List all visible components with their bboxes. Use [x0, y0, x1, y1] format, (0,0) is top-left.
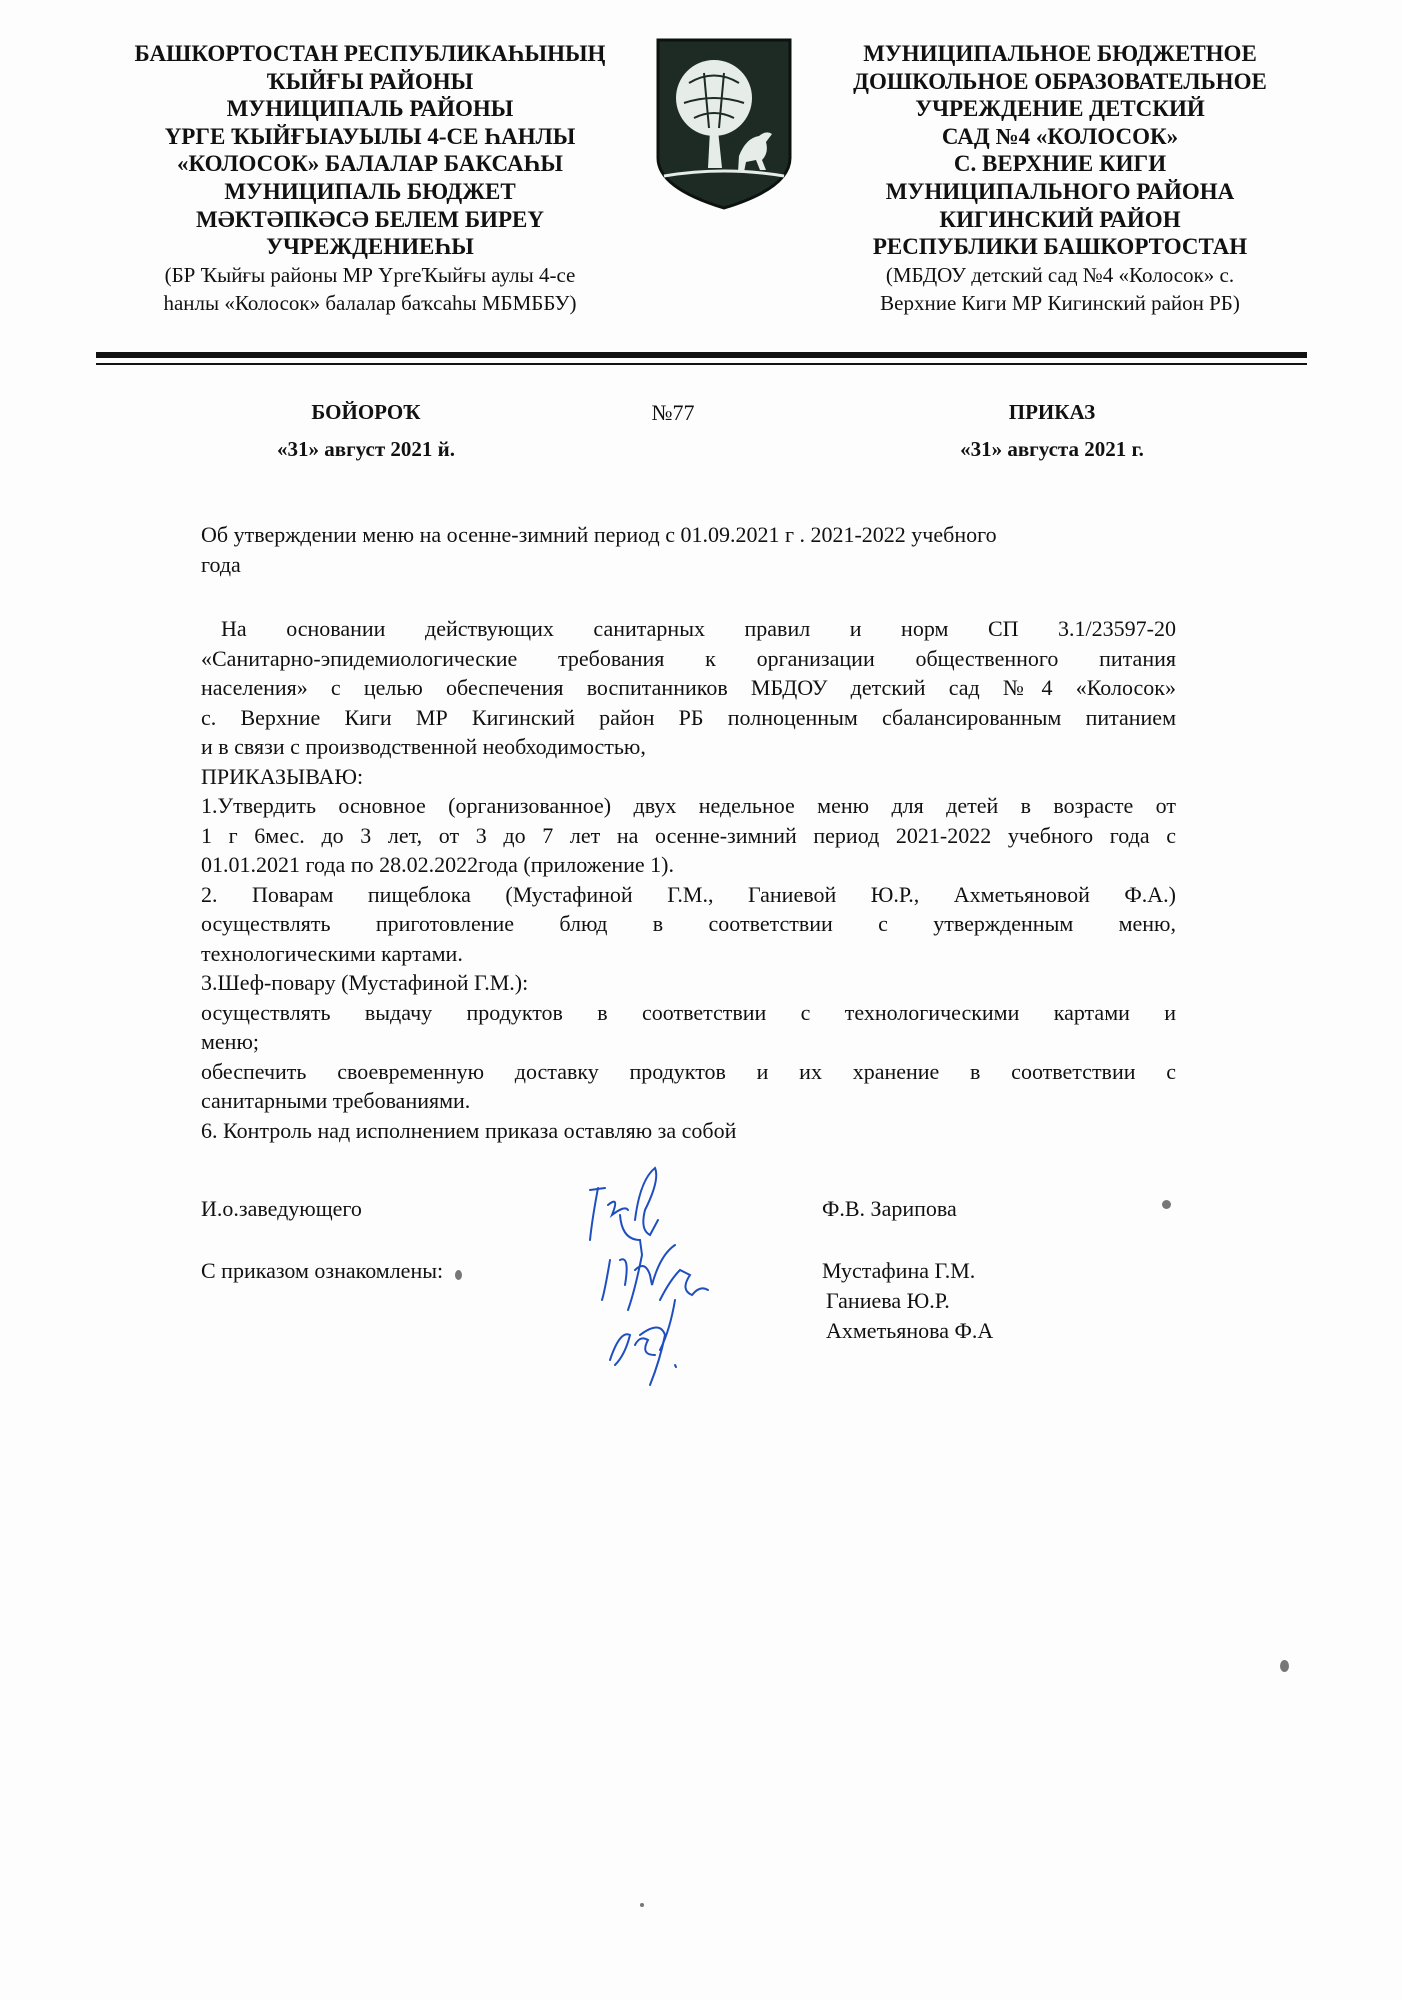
- item-6-line: 6. Контроль над исполнением приказа оставляю за собой: [201, 1117, 737, 1143]
- order-title-russian: ПРИКАЗ: [1008, 400, 1096, 424]
- preamble-line: населения» с целью обеспечения воспитанников МБДОУ детский сад №4 «Колосок»: [201, 675, 1176, 700]
- item-1-line: 1.Утвердить основное (организованное) двух недельное меню для детей в возрасте от: [201, 793, 1176, 818]
- item-3-line: 3.Шеф-повару (Мустафиной Г.М.):: [201, 970, 529, 995]
- item-1-line: 1 г 6мес. до 3 лет, от 3 до 7 лет на осенне-зимний период 2021-2022 учебного года с: [201, 822, 1176, 848]
- header-russian: [800, 40, 1320, 317]
- item-3-line: обеспечить своевременную доставку продуктов и их хранение в соответствии с: [201, 1058, 1176, 1084]
- acquainted-name: Мустафина Г.М.: [822, 1258, 976, 1283]
- item-3-line: санитарными требованиями.: [201, 1088, 471, 1113]
- handwritten-signatures: [580, 1160, 750, 1390]
- preamble-line: На основании действующих санитарных правил и норм СП 3.1/23597-20: [221, 616, 1176, 641]
- item-3-line: меню;: [201, 1029, 260, 1054]
- coat-of-arms-emblem: [654, 38, 794, 210]
- order-date-bashkir: «31» август 2021 й.: [277, 437, 455, 461]
- header-line: САД №4 «КОЛОСОК»: [941, 123, 1179, 149]
- header-sub: Верхние Киги МР Кигинский район РБ): [880, 290, 1240, 315]
- order-word: ПРИКАЗЫВАЮ:: [201, 763, 364, 789]
- signatory-role: И.о.заведующего: [201, 1196, 362, 1221]
- header-line: МӘКТӘПКӘСӘ БЕЛЕМ БИРЕҮ: [196, 206, 544, 232]
- signatory-name: Ф.В. Зарипова: [822, 1196, 957, 1221]
- header-line: «КОЛОСОК» БАЛАЛАР БАКСАҺЫ: [176, 151, 564, 177]
- subject-line: года: [201, 551, 241, 577]
- order-subject: [201, 520, 1176, 579]
- header-line: ҮРГЕ ҠЫЙҒЫАУЫЛЫ 4-СЕ ҺАНЛЫ: [164, 123, 576, 149]
- scan-speck: [455, 1270, 462, 1280]
- header-line: КИГИНСКИЙ РАЙОН: [939, 206, 1181, 232]
- header-bashkir: [95, 40, 645, 317]
- header-line: УЧРЕЖДЕНИЕҺЫ: [266, 234, 474, 260]
- preamble-line: «Санитарно-эпидемиологические требования к организации общественного питания: [201, 645, 1176, 671]
- header-line: ДОШКОЛЬНОЕ ОБРАЗОВАТЕЛЬНОЕ: [853, 68, 1267, 94]
- item-2-line: технологическими картами.: [201, 940, 463, 966]
- header-divider-thin: [96, 363, 1307, 365]
- acquainted-name: Ахметьянова Ф.А: [826, 1318, 994, 1343]
- header-sub: (МБДОУ детский сад №4 «Колосок» с.: [885, 262, 1235, 287]
- scan-speck: [1162, 1200, 1171, 1209]
- header-line: РЕСПУБЛИКИ БАШКОРТОСТАН: [872, 234, 1248, 260]
- subject-line: Об утверждении меню на осенне-зимний период с 01.09.2021 г . 2021-2022 учебного: [201, 522, 997, 547]
- header-line: МУНИЦИПАЛЬНОЕ БЮДЖЕТНОЕ: [863, 41, 1257, 66]
- header-sub: һанлы «Колосок» балалар баҡсаһы МБМББУ): [163, 290, 577, 315]
- acquainted-label: С приказом ознакомлены:: [201, 1258, 444, 1283]
- header-line: С. ВЕРХНИЕ КИГИ: [953, 151, 1167, 177]
- scan-speck: [1280, 1660, 1289, 1672]
- item-1-line: 01.01.2021 года по 28.02.2022года (приложение 1).: [201, 852, 674, 877]
- order-title-bashkir: БОЙОРОҠ: [311, 400, 421, 424]
- order-date-russian: «31» августа 2021 г.: [960, 437, 1144, 461]
- preamble-line: и в связи с производственной необходимостью,: [201, 734, 646, 759]
- header-line: МУНИЦИПАЛЬНОГО РАЙОНА: [885, 178, 1235, 204]
- header-line: ҠЫЙҒЫ РАЙОНЫ: [266, 68, 474, 94]
- header-line: МУНИЦИПАЛЬ БЮДЖЕТ: [224, 178, 516, 204]
- scan-speck: [640, 1903, 644, 1907]
- item-3-line: осуществлять выдачу продуктов в соответствии с технологическими картами и: [201, 999, 1176, 1025]
- order-body: [201, 614, 1176, 1145]
- acquainted-name: Ганиева Ю.Р.: [826, 1288, 950, 1313]
- header-line: БАШКОРТОСТАН РЕСПУБЛИКАҺЫНЫҢ: [134, 41, 606, 66]
- header-divider-thick: [96, 352, 1307, 358]
- order-number: №77: [651, 400, 695, 425]
- header-line: МУНИЦИПАЛЬ РАЙОНЫ: [226, 96, 514, 122]
- header-sub: (БР Ҡыйғы районы МР ҮргеҠыйғы аулы 4-се: [164, 262, 576, 287]
- preamble-line: с. Верхние Киги МР Кигинский район РБ полноценным сбалансированным питанием: [201, 704, 1176, 730]
- header-line: УЧРЕЖДЕНИЕ ДЕТСКИЙ: [915, 96, 1205, 122]
- item-2-line: осуществлять приготовление блюд в соответствии с утвержденным меню,: [201, 911, 1176, 936]
- item-2-line: 2. Поварам пищеблока (Мустафиной Г.М., Ганиевой Ю.Р., Ахметьяновой Ф.А.): [201, 881, 1176, 907]
